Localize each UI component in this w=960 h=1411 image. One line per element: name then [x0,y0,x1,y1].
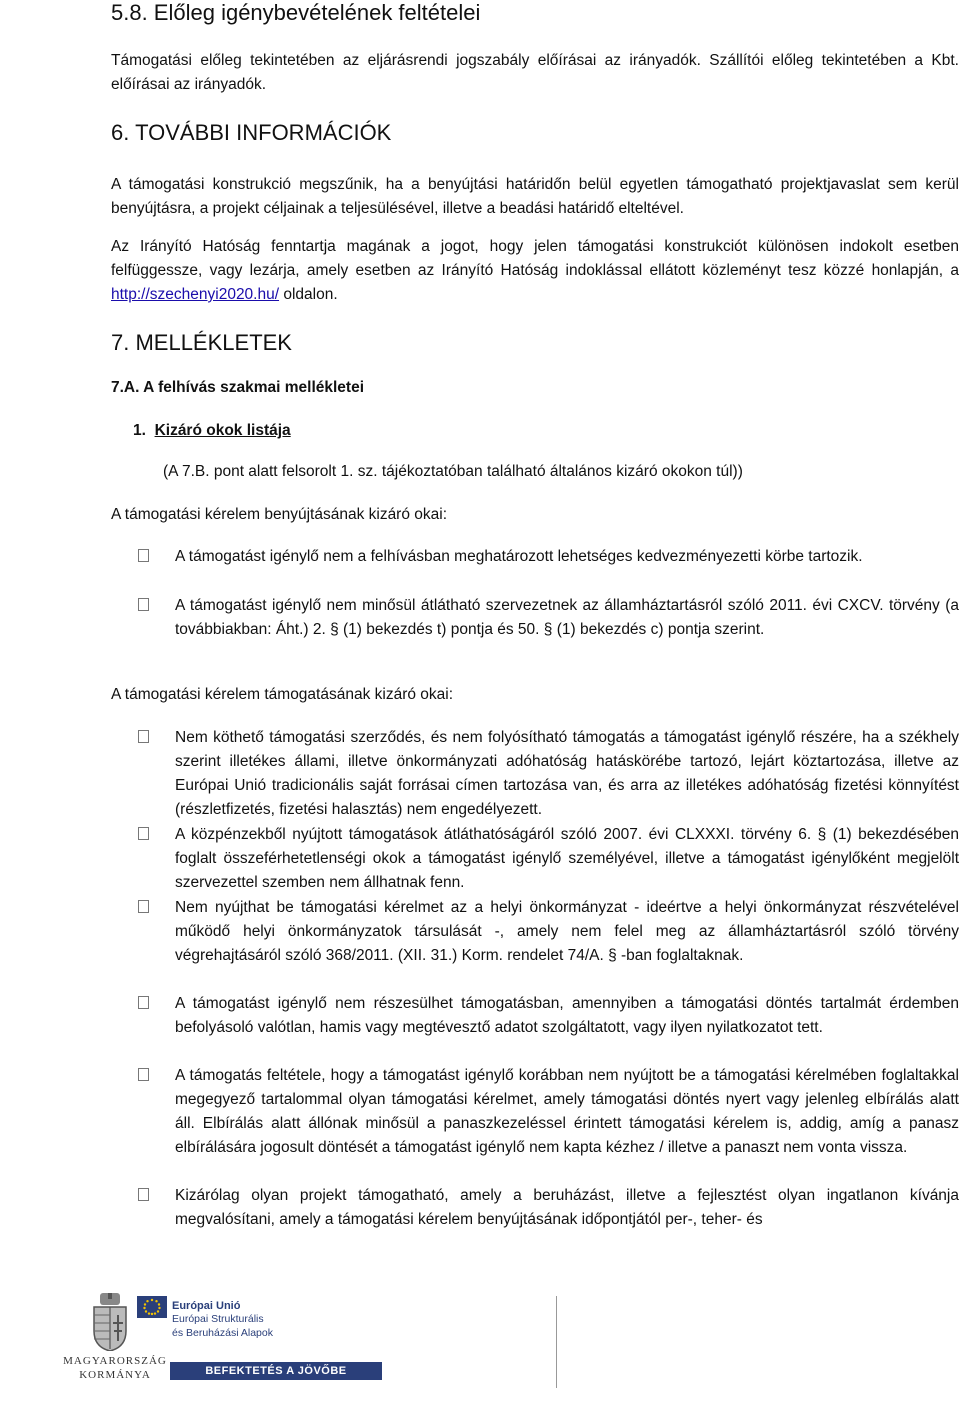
section-5-8-title: 5.8. Előleg igénybevételének feltételei [111,0,481,25]
group-2-title: A támogatási kérelem támogatásának kizáró okai: [111,686,454,703]
list-item [138,823,959,895]
list-item-text: A támogatást igénylő nem részesülhet támogatásban, amennyiben a támogatási döntés tartalmát érdemben befolyásoló valótlan, hamis vagy megtévesztő adatot szolgáltatott, vagy ilyen nyilatkozatot tett. [175,995,959,1036]
item-number: 1. [133,422,146,439]
group-1-title: A támogatási kérelem benyújtásának kizáró okai: [111,506,448,523]
eu-line-1: Európai Unió [172,1300,241,1312]
list-item [138,1064,959,1160]
list-item [138,896,959,968]
list-item [138,726,959,822]
eu-line-2: Európai Strukturális [172,1313,264,1325]
footer-logos [0,1288,960,1411]
government-logo-text [60,1354,170,1382]
eu-line-3: és Beruházási Alapok [172,1327,273,1339]
list-item-text: A közpénzekből nyújtott támogatások átláthatóságáról szóló 2007. évi CLXXXI. törvény 6. § (1) bekezdésében foglalt összeférhetetlenségi okok a támogatást igénylő személyével, illetve a támogatást igénylőként megjelölt szervezettel szemben nem állhatnak fenn. [175,826,959,891]
gov-line-1: MAGYARORSZÁG [63,1355,167,1367]
checkbox-icon [138,730,149,743]
item-1-heading [133,419,960,443]
checkbox-icon [138,1068,149,1081]
section-7a-title: 7.A. A felhívás szakmai mellékletei [111,379,365,396]
list-item-text: A támogatást igénylő nem a felhívásban meghatározott lehetséges kedvezményezetti körbe tartozik. [175,548,863,565]
list-item-text: Nem nyújthat be támogatási kérelmet az a helyi önkormányzat - ideértve a helyi önkormányzat részvételével működő helyi önkormányzatok társulását -, amely nem felel meg az államháztartásról szóló törvény végrehajtásáról szóló 368/2011. (XII. 31.) Korm. rendelet 74/A. § -ban foglaltaknak. [175,899,959,964]
list-item-text: A támogatást igénylő nem minősül átlátható szervezetnek az államháztartásról szóló 2011. évi CXCV. törvény (a továbbiakban: Áht.) 2. § (1) bekezdés t) pontja és 50. § (1) bekezdés c) pontja szerint. [175,597,959,638]
list-item [138,1184,959,1232]
section-7-title: 7. MELLÉKLETEK [111,330,292,355]
section-6-paragraph-1: A támogatási konstrukció megszűnik, ha a benyújtási határidőn belül egyetlen támogatható projektjavaslat sem kerül benyújtásra, a projekt céljainak a teljesülésével, illetve a beadási határidő elteltével. [111,176,959,217]
checkbox-icon [138,900,149,913]
eu-logo-text [172,1300,273,1340]
checkbox-icon [138,549,149,562]
list-item [138,992,959,1040]
paragraph-2-text-end: oldalon. [279,286,338,303]
checkbox-icon [138,996,149,1009]
szechenyi-link[interactable]: http://szechenyi2020.hu/ [111,286,280,303]
section-6-title: 6. TOVÁBBI INFORMÁCIÓK [111,120,392,145]
eu-slogan-bar: BEFEKTETÉS A JÖVŐBE [170,1362,382,1380]
exclusion-note: (A 7.B. pont alatt felsorolt 1. sz. tájékoztatóban található általános kizáró okokon túl)) [163,463,743,480]
item-title: Kizáró okok listája [154,422,291,439]
list-item-text: A támogatás feltétele, hogy a támogatást igénylő korábban nem nyújtott be a támogatási kérelmében foglaltakkal megegyező tartalommal olyan támogatási kérelmet, amely támogatási döntés nyert vagy jelenleg elbírálás alatt áll. Elbírálás alatt állónak minősül a panaszkezeléssel érintett támogatási kérelem is, addig, amíg a panasz elbírálására jogosult döntését a támogatást igénylő nem kapta kézhez / illetve a panaszt nem vonta vissza. [175,1067,959,1156]
checkbox-icon [138,827,149,840]
eu-flag-icon [137,1296,167,1318]
checkbox-icon [138,1188,149,1201]
list-item [138,545,959,569]
checkbox-icon [138,598,149,611]
paragraph-2-text: Az Irányító Hatóság fenntartja magának a jogot, hogy jelen támogatási konstrukciót különösen indokolt esetben felfüggessze, vagy lezárja, amely esetben az Irányító Hatóság indoklással ellátott közleményt tesz közzé honlapján, a [111,238,959,279]
list-item-text: Kizárólag olyan projekt támogatható, amely a beruházást, illetve a fejlesztést olyan ingatlanon kívánja megvalósítani, amely a támogatási kérelem benyújtásának időpontjától per-, teher- és [175,1187,959,1228]
footer-divider [556,1296,557,1388]
list-item-text: Nem köthető támogatási szerződés, és nem folyósítható támogatás a támogatást igénylő részére, ha a székhely szerint illetékes állami, illetve önkormányzati adóhatóság hatáskörébe tartozó, lejárt köztartozása, illetve az Európai Unió tradicionális saját forrásai címen tartozása van, és arra az illetékes adóhatóság fizetési könnyítést (részletfizetés, fizetési halasztás) nem engedélyezett. [175,729,959,818]
section-6-paragraph-2 [111,235,959,307]
gov-line-2: KORMÁNYA [79,1369,151,1381]
section-5-8-body: Támogatási előleg tekintetében az eljárásrendi jogszabály előírásai az irányadók. Szállítói előleg tekintetében a Kbt. előírásai az irányadók. [111,52,959,93]
list-item [138,594,959,642]
coat-of-arms-icon [90,1293,130,1351]
